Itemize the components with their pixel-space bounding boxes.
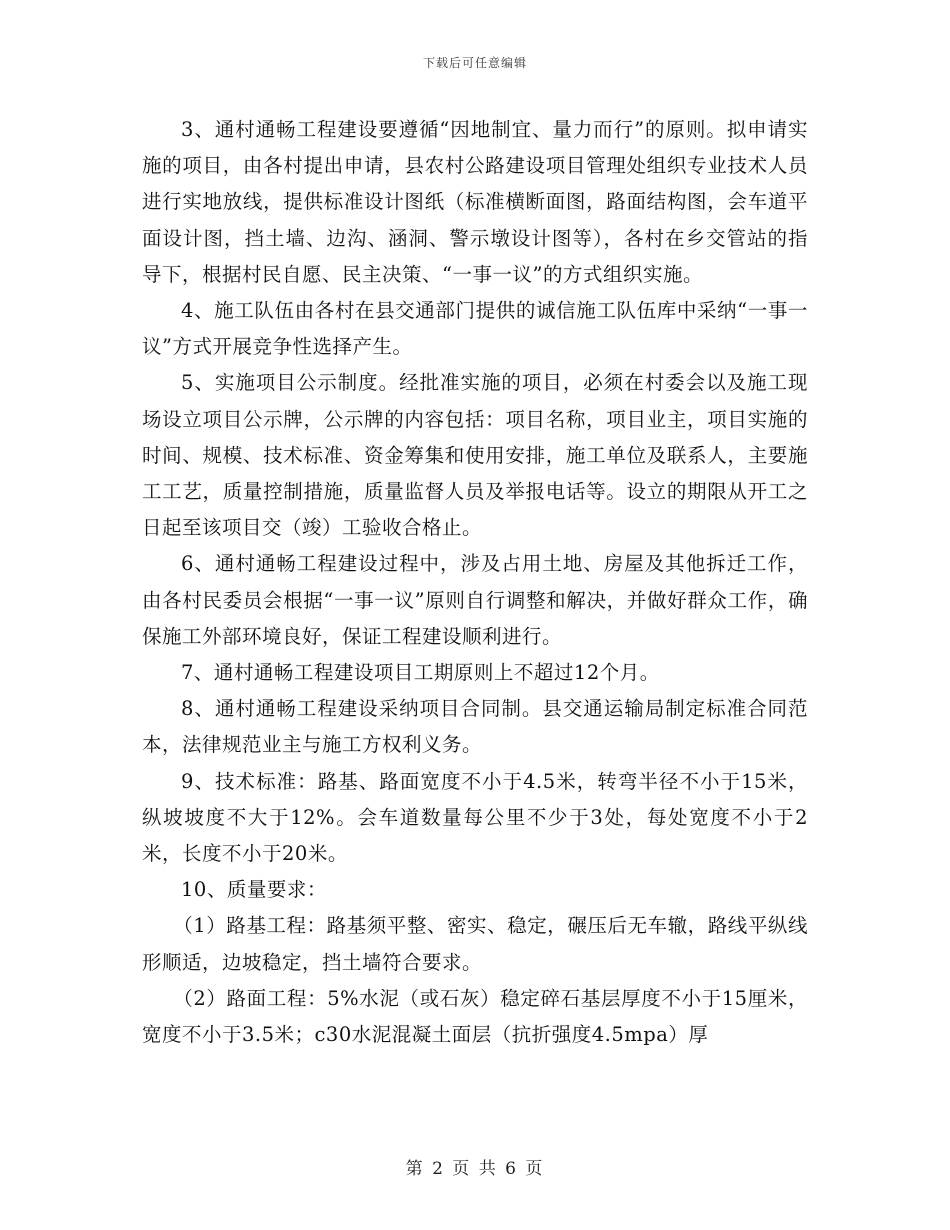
- paragraph-5: 5、实施项目公示制度。经批准实施的项目，必须在村委会以及施工现场设立项目公示牌，公示牌的内容包括：项目名称，项目业主，项目实施的时间、规模、技术标准、资金筹集和使用安排，施工单位及联系人，主要施工工艺，质量控制措施，质量监督人员及举报电话等。设立的期限从开工之日起至该项目交（竣）工验收合格止。: [142, 371, 808, 540]
- paragraph-10-1-subgrade: （1）路基工程：路基须平整、密实、稳定，碾压后无车辙，路线平纵线形顺适，边坡稳定，挡土墙符合要求。: [142, 914, 808, 974]
- paragraph-10-heading: 10、质量要求：: [181, 878, 327, 902]
- paragraph-9: 9、技术标准：路基、路面宽度不小于4.5米，转弯半径不小于15米，纵坡坡度不大于12%。会车道数量每公里不少于3处，每处宽度不小于2米，长度不小于20米。: [142, 769, 808, 866]
- page-number-footer: 第 2 页 共 6 页: [405, 1159, 545, 1179]
- paragraph-4: 4、施工队伍由各村在县交通部门提供的诚信施工队伍库中采纳“一事一议”方式开展竞争性选择产生。: [142, 299, 808, 359]
- paragraph-8: 8、通村通畅工程建设采纳项目合同制。县交通运输局制定标准合同范本，法律规范业主与施工方权利义务。: [142, 697, 808, 757]
- paragraph-10-2-pavement: （2）路面工程：5%水泥（或石灰）稳定碎石基层厚度不小于15厘米，宽度不小于3.5米；c30水泥混凝土面层（抗折强度4.5mpa）厚: [142, 986, 808, 1047]
- paragraph-3: 3、通村通畅工程建设要遵循“因地制宜、量力而行”的原则。拟申请实施的项目，由各村提出申请，县农村公路建设项目管理处组织专业技术人员进行实地放线，提供标准设计图纸（标准横断面图，路面结构图，会车道平面设计图，挡土墙、边沟、涵洞、警示墩设计图等），各村在乡交管站的指导下，根据村民自愿、民主决策、“一事一议”的方式组织实施。: [142, 118, 808, 286]
- page-header: 下载后可任意编辑: [422, 56, 527, 70]
- paragraph-7: 7、通村通畅工程建设项目工期原则上不超过12个月。: [181, 661, 660, 685]
- paragraph-6: 6、通村通畅工程建设过程中，涉及占用土地、房屋及其他拆迁工作，由各村民委员会根据“一事一议”原则自行调整和解决，并做好群众工作，确保施工外部环境良好，保证工程建设顺利进行。: [142, 552, 808, 648]
- document-body: [142, 112, 808, 1053]
